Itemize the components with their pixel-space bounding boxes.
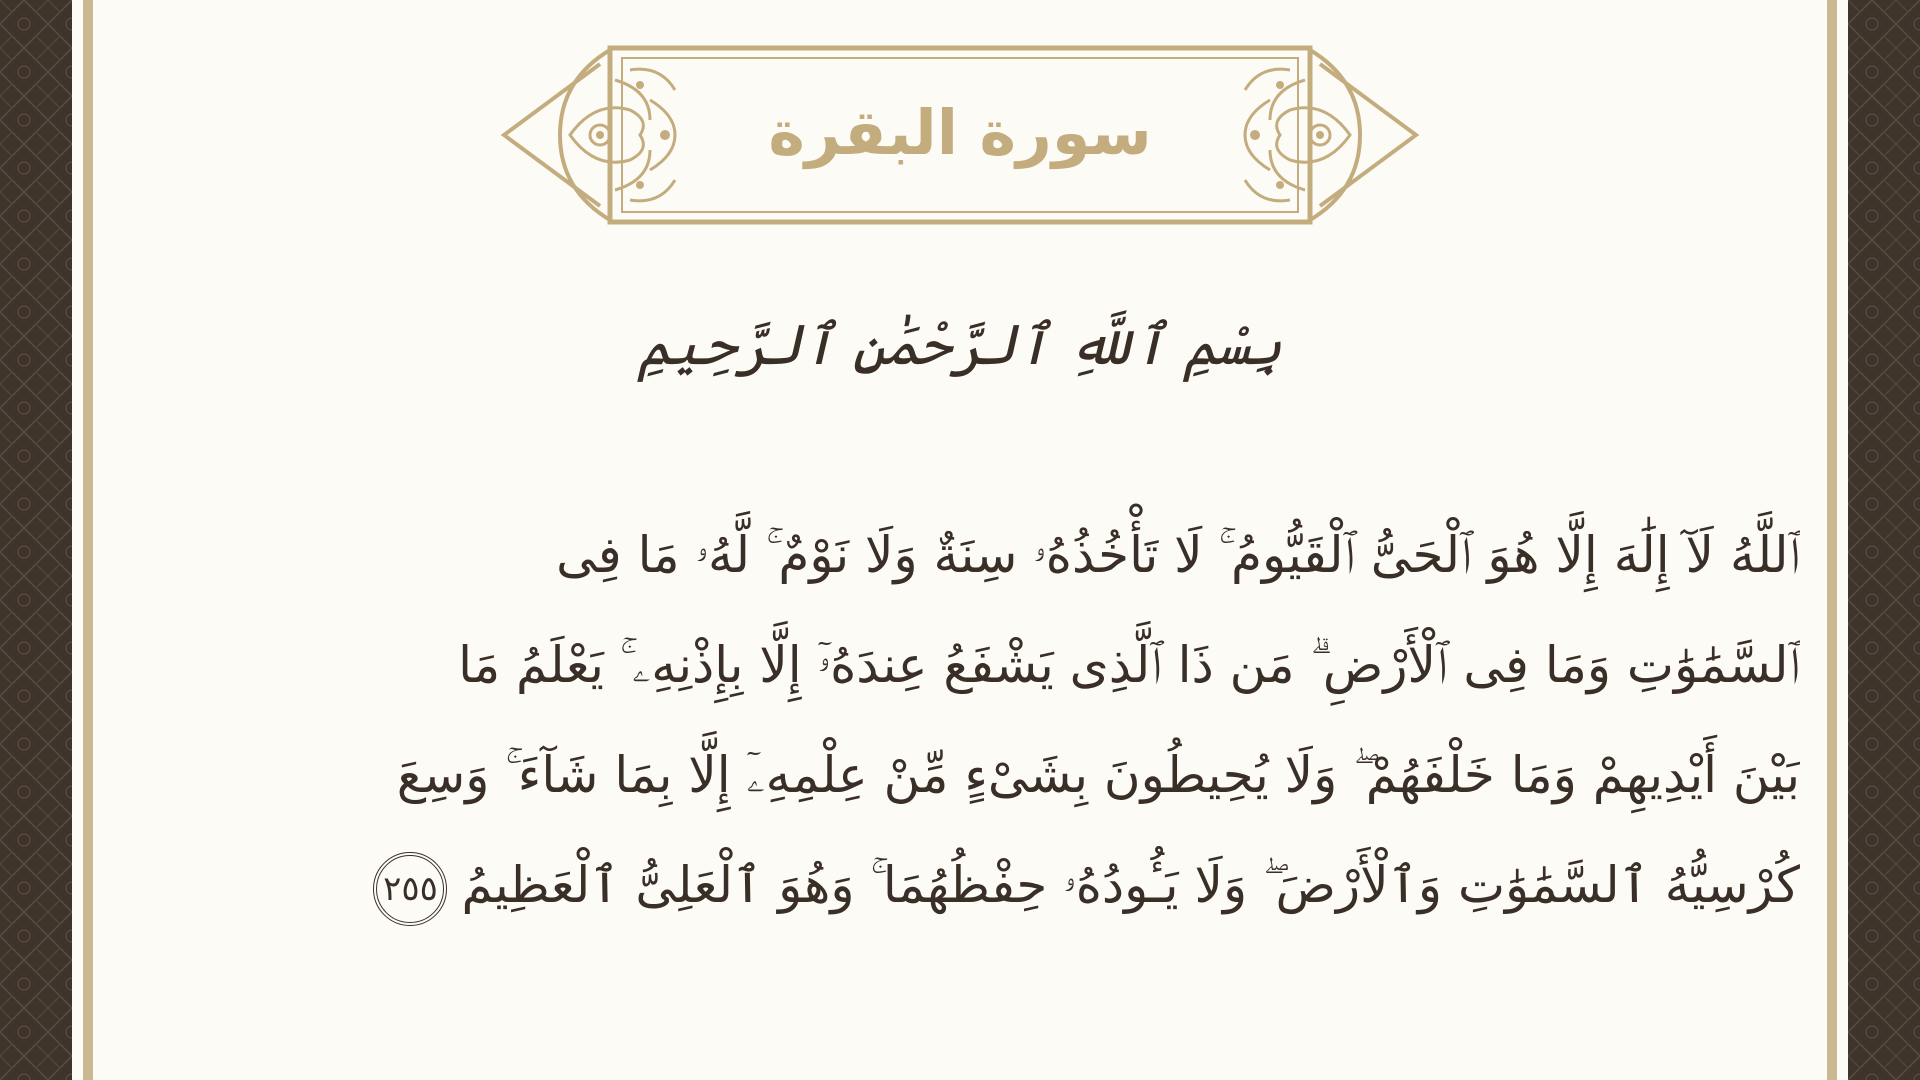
left-ornamental-border bbox=[0, 0, 72, 1080]
basmala: بِسْمِ ٱللَّهِ ٱلرَّحْمَٰنِ ٱلرَّحِيمِ bbox=[637, 312, 1283, 378]
verse-text bbox=[195, 500, 1800, 940]
verse-line-text: كُرْسِيُّهُ ٱلسَّمَٰوَٰتِ وَٱلْأَرْضَ ۖ وَلَا يَـُٔودُهُۥ حِفْظُهُمَا ۚ وَهُوَ ٱلْعَلِىُّ ٱلْعَظِيمُ bbox=[461, 856, 1800, 914]
verse-line: ٱللَّهُ لَآ إِلَٰهَ إِلَّا هُوَ ٱلْحَىُّ ٱلْقَيُّومُ ۚ لَا تَأْخُذُهُۥ سِنَةٌ وَلَا نَوْمٌ ۚ لَّهُۥ مَا فِى bbox=[556, 526, 1800, 584]
verse-line-last bbox=[195, 830, 1800, 940]
verse-line: بَيْنَ أَيْدِيهِمْ وَمَا خَلْفَهُمْ ۖ وَلَا يُحِيطُونَ بِشَىْءٍ مِّنْ عِلْمِهِۦٓ إِلَّا بِمَا شَآءَ ۚ وَسِعَ bbox=[396, 746, 1800, 804]
surah-title: سورة البقرة bbox=[768, 95, 1152, 169]
surah-header bbox=[500, 40, 1420, 230]
left-gold-rule bbox=[83, 0, 93, 1080]
verse-line: ٱلسَّمَٰوَٰتِ وَمَا فِى ٱلْأَرْضِ ۗ مَن ذَا ٱلَّذِى يَشْفَعُ عِندَهُۥٓ إِلَّا بِإِذْنِهِۦ ۚ يَعْلَمُ مَا bbox=[458, 636, 1800, 694]
right-gold-rule bbox=[1827, 0, 1837, 1080]
right-ornamental-border bbox=[1848, 0, 1920, 1080]
ayah-number-marker: ٢٥٥ bbox=[373, 852, 447, 926]
